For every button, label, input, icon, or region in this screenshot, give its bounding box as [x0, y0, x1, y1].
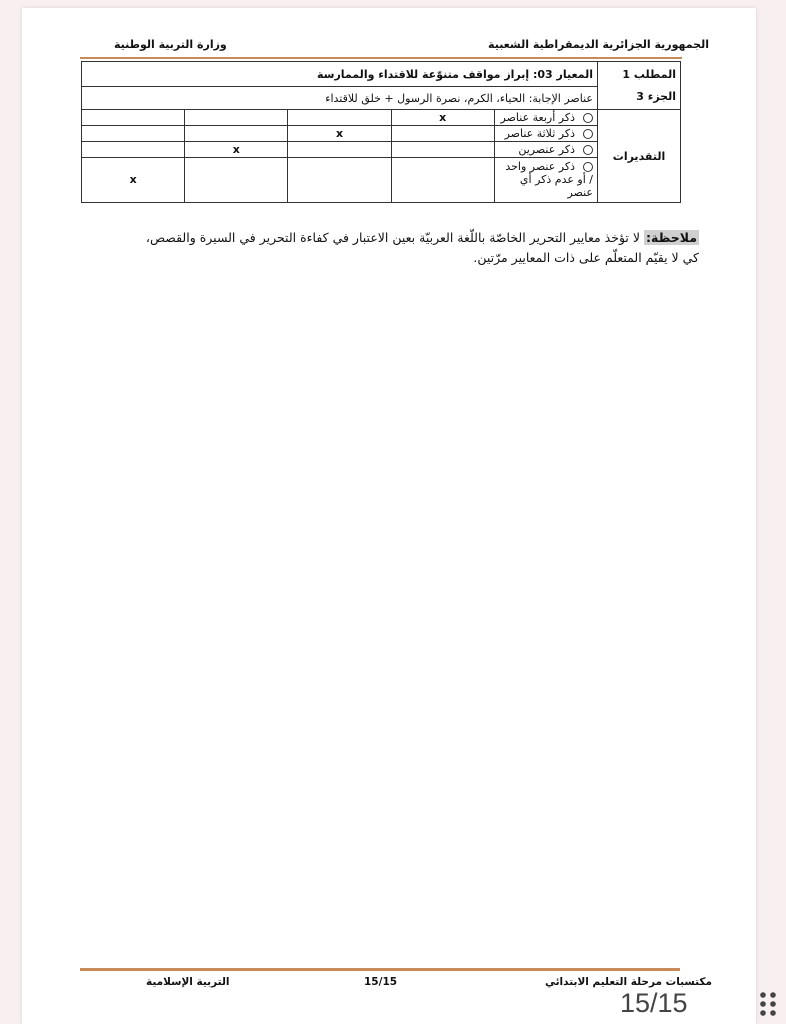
answer-elements: عناصر الإجابة: الحياء، الكرم، نصرة الرسول + خلق للاقتداء: [82, 87, 598, 110]
note-label: ملاحظة:: [646, 230, 697, 245]
circle-bullet-icon: [583, 162, 593, 172]
table-row: [82, 125, 681, 141]
table-row: [82, 87, 681, 110]
table-row: [82, 141, 681, 157]
table-row: [82, 62, 681, 87]
requirement-cell: [598, 62, 681, 110]
circle-bullet-icon: [583, 129, 593, 139]
note-line-1: ملاحظة: لا تؤخذ معايير التحرير الخاصّة باللّغة العربيّة بعين الاعتبار في كفاءة التحرير في السيرة والقصص،: [145, 230, 697, 245]
part-label: الجزء 3: [636, 89, 676, 103]
grade-mark: [82, 110, 185, 126]
grade-mark: [185, 157, 288, 202]
grade-mark: x: [185, 141, 288, 157]
grade-mark: [288, 110, 391, 126]
grade-mark: [185, 110, 288, 126]
header-republic: الجمهورية الجزائرية الديمقراطية الشعبية: [488, 38, 709, 51]
grade-mark: x: [288, 125, 391, 141]
estimate-item: ذكر أربعة عناصر: [494, 110, 597, 126]
rubric-table: [81, 61, 681, 203]
grade-mark: [391, 125, 494, 141]
note-block: [119, 228, 699, 268]
grade-mark: x: [82, 157, 185, 202]
header-ministry: وزارة التربية الوطنية: [114, 38, 227, 51]
circle-bullet-icon: [583, 145, 593, 155]
estimates-label: التقديرات: [598, 110, 681, 203]
grade-mark: [391, 157, 494, 202]
viewer-page-indicator: 15/15: [620, 988, 688, 1018]
header-divider: [80, 57, 682, 59]
table-row: [82, 110, 681, 126]
table-row: [82, 157, 681, 202]
estimate-item: ذكر عنصر واحد / أو عدم ذكر أي عنصر: [494, 157, 597, 202]
circle-bullet-icon: [583, 113, 593, 123]
grade-mark: [288, 141, 391, 157]
grade-mark: [82, 125, 185, 141]
footer-left: التربية الإسلامية: [146, 976, 230, 988]
estimate-item: ذكر عنصرين: [494, 141, 597, 157]
footer-page-number: 15/15: [364, 976, 398, 988]
note-line-2: كي لا يقيّم المتعلّم على ذات المعايير مرّتين.: [473, 250, 699, 265]
grade-mark: [82, 141, 185, 157]
grade-mark: [288, 157, 391, 202]
grade-mark: [185, 125, 288, 141]
requirement-label: المطلب 1: [622, 67, 676, 81]
footer-right: مكتسبات مرحلة التعليم الابتدائي: [544, 976, 712, 988]
grade-mark: x: [391, 110, 494, 126]
footer-divider: [80, 968, 680, 971]
grid-dots-icon[interactable]: [758, 990, 780, 1018]
criterion-title: المعيار 03: إبراز مواقف متنوّعة للاقتداء والممارسة: [82, 62, 598, 87]
grade-mark: [391, 141, 494, 157]
estimate-item: ذكر ثلاثة عناصر: [494, 125, 597, 141]
